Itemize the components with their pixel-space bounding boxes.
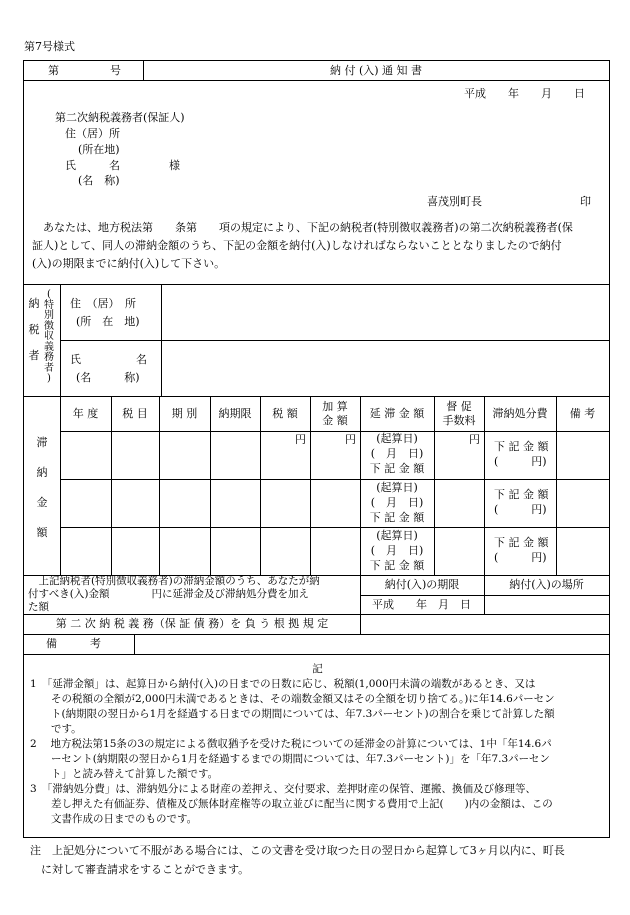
arrears-side-label: 滞 納 金 額 (36, 436, 48, 539)
recipient-name-sub: (名 称) (78, 174, 120, 187)
col-period: 期 別 (171, 407, 198, 420)
col-due-date: 納期限 (218, 407, 252, 420)
delay-date: ( 月 日) (370, 496, 424, 509)
note-line: 1 「延滞金額」は、起算日から納付(入)の日までの日数に応じ、税額(1,000円未満の端数があるとき、又は (30, 678, 536, 690)
taxpayer-name-sub: (名 称) (76, 371, 140, 384)
footer-note (30, 841, 610, 879)
divider (360, 595, 609, 596)
payment-place-label: 納付(入)の場所 (509, 578, 584, 591)
divider (24, 80, 609, 81)
col-remarks: 備 考 (569, 407, 596, 420)
divider (60, 396, 61, 575)
delay-below: 下 記 金 額 (369, 462, 425, 475)
disposition-yen: ( 円) (494, 503, 547, 516)
divider (24, 614, 609, 615)
yen-unit: 円 (345, 433, 356, 446)
divider (24, 634, 609, 635)
basis-label: 第 二 次 納 税 義 務（保 証 債 務）を 負 う 根 拠 規 定 (55, 617, 329, 630)
col-disposition-fee: 滞納処分費 (492, 407, 548, 420)
taxpayer-side-sub: ( 特 別 徴 収 義 務 者 ) (44, 289, 54, 384)
recipient-address-sub: (所在地) (78, 143, 120, 156)
yen-unit: 円 (295, 433, 306, 446)
summary-line: 上記納税者(特別徴収義務者)の滞納金額のうち、あなたが納 (28, 575, 320, 587)
recipient-honorific: 様 (169, 159, 180, 172)
col-tax-item: 税 目 (122, 407, 148, 420)
taxpayer-name-label: 氏 名 (70, 353, 147, 366)
deadline-date: 平成 年 月 日 (372, 598, 471, 611)
divider (24, 654, 609, 655)
disposition-below: 下 記 金 額 (494, 488, 549, 501)
yen-unit: 円 (469, 433, 480, 446)
delay-below: 下 記 金 額 (369, 511, 425, 524)
intro-line: あなたは、地方税法第 条第 項の規定により、下記の納税者(特別徴収義務者)の第二次納税義務者(保 (32, 221, 573, 234)
deadline-label: 納付(入)の期限 (384, 578, 460, 591)
issue-date: 平成 年 月 日 (464, 87, 585, 100)
divider (134, 634, 135, 654)
intro-line: 証人)として、同人の滞納金額のうち、下記の金額を納付(入)しなければならないこととなりましたので納付 (32, 239, 562, 252)
delay-below: 下 記 金 額 (369, 559, 425, 572)
note-line: ーセント(納期限の翌日から1月を経過するまでの期間については、年7.3パーセント)」を「年7.3パーセン (30, 753, 550, 765)
col-reminder-1: 督 促 (446, 400, 472, 413)
footer-line: 注 上記処分について不服がある場合には、この文書を受け取つた日の翌日から起算して3ヶ月以内に、町長 (30, 844, 565, 857)
number-label-second: 号 (110, 64, 121, 77)
col-delay-amount: 延 滞 金 額 (369, 407, 425, 420)
disposition-below: 下 記 金 額 (494, 536, 549, 549)
divider (210, 396, 211, 575)
summary-line: 付すべき(入)金額 円に延滞金及び滞納処分費を加え (28, 588, 309, 600)
disposition-yen: ( 円) (494, 455, 547, 468)
divider (360, 614, 361, 634)
note-line: ト」と読み替えて計算した額です。 (30, 768, 219, 780)
divider (24, 284, 609, 285)
intro-line: (入)の期限までに納付(入)して下さい。 (32, 257, 226, 270)
divider (260, 396, 261, 575)
divider (60, 340, 609, 341)
note-line: ト(納期限の翌日から1月を経過する日までの期間については、年7.3パーセント)の割合を乗じて計算した額 (30, 708, 555, 720)
delay-kisan: (起算日) (376, 432, 418, 445)
delay-kisan: (起算日) (376, 529, 418, 542)
divider (60, 431, 609, 432)
summary-line: た額 (28, 601, 49, 613)
taxpayer-side-label: 納 税 者 (28, 297, 40, 362)
issuer-name: 喜茂別町長 (427, 195, 482, 208)
recipient-title: 第二次納税義務者(保証人) (55, 111, 185, 124)
divider (111, 396, 112, 575)
note-line: 文書作成の日までのものです。 (30, 813, 198, 825)
divider (556, 396, 557, 575)
col-additional-1: 加 算 (322, 400, 348, 413)
note-line: 2 地方税法第15条の3の規定による徴収猶予を受けた税についての延滞金の計算については、1中「年14.6パ (30, 738, 552, 750)
divider (60, 527, 609, 528)
divider (60, 479, 609, 480)
delay-date: ( 月 日) (370, 447, 424, 460)
col-additional-2: 金 額 (322, 414, 348, 427)
note-line: 差し押えた有価証券、債権及び無体財産権等の取立並びに配当に関する費用で上記( )内の金額は、この (30, 798, 553, 810)
recipient-address-label: 住（居）所 (65, 127, 120, 140)
document-title: 納 付 (入) 通 知 書 (329, 64, 423, 77)
col-year: 年 度 (72, 407, 99, 420)
taxpayer-address-sub: (所 在 地) (76, 315, 140, 328)
form-number: 第7号様式 (24, 40, 75, 53)
number-label-first: 第 (48, 64, 59, 77)
taxpayer-address-label: 住 （居） 所 (70, 297, 136, 310)
note-line: 3 「滞納処分費」は、滞納処分による財産の差押え、交付要求、差押財産の保管、運搬、換価及び修理等、 (30, 783, 537, 795)
seal-mark: 印 (580, 195, 591, 208)
col-tax-amount: 税 額 (272, 407, 298, 420)
col-reminder-2: 手数料 (442, 414, 476, 427)
note-line: です。 (30, 723, 82, 735)
delay-kisan: (起算日) (376, 481, 418, 494)
delay-date: ( 月 日) (370, 544, 424, 557)
recipient-name-label: 氏 名 (65, 159, 120, 172)
remarks-label: 備 考 (46, 637, 101, 650)
disposition-below: 下 記 金 額 (494, 440, 549, 453)
divider (159, 396, 160, 575)
note-line: その税額の全額が2,000円未満であるときは、その端数金額又はその全額を切り捨てる。)に年14.6パーセン (30, 693, 555, 705)
notes-heading: 記 (312, 663, 323, 675)
footer-line: に対して審査請求をすることができます。 (30, 863, 250, 876)
disposition-yen: ( 円) (494, 551, 547, 564)
divider (484, 396, 485, 575)
summary-text (28, 575, 320, 614)
intro-paragraph (32, 219, 606, 273)
